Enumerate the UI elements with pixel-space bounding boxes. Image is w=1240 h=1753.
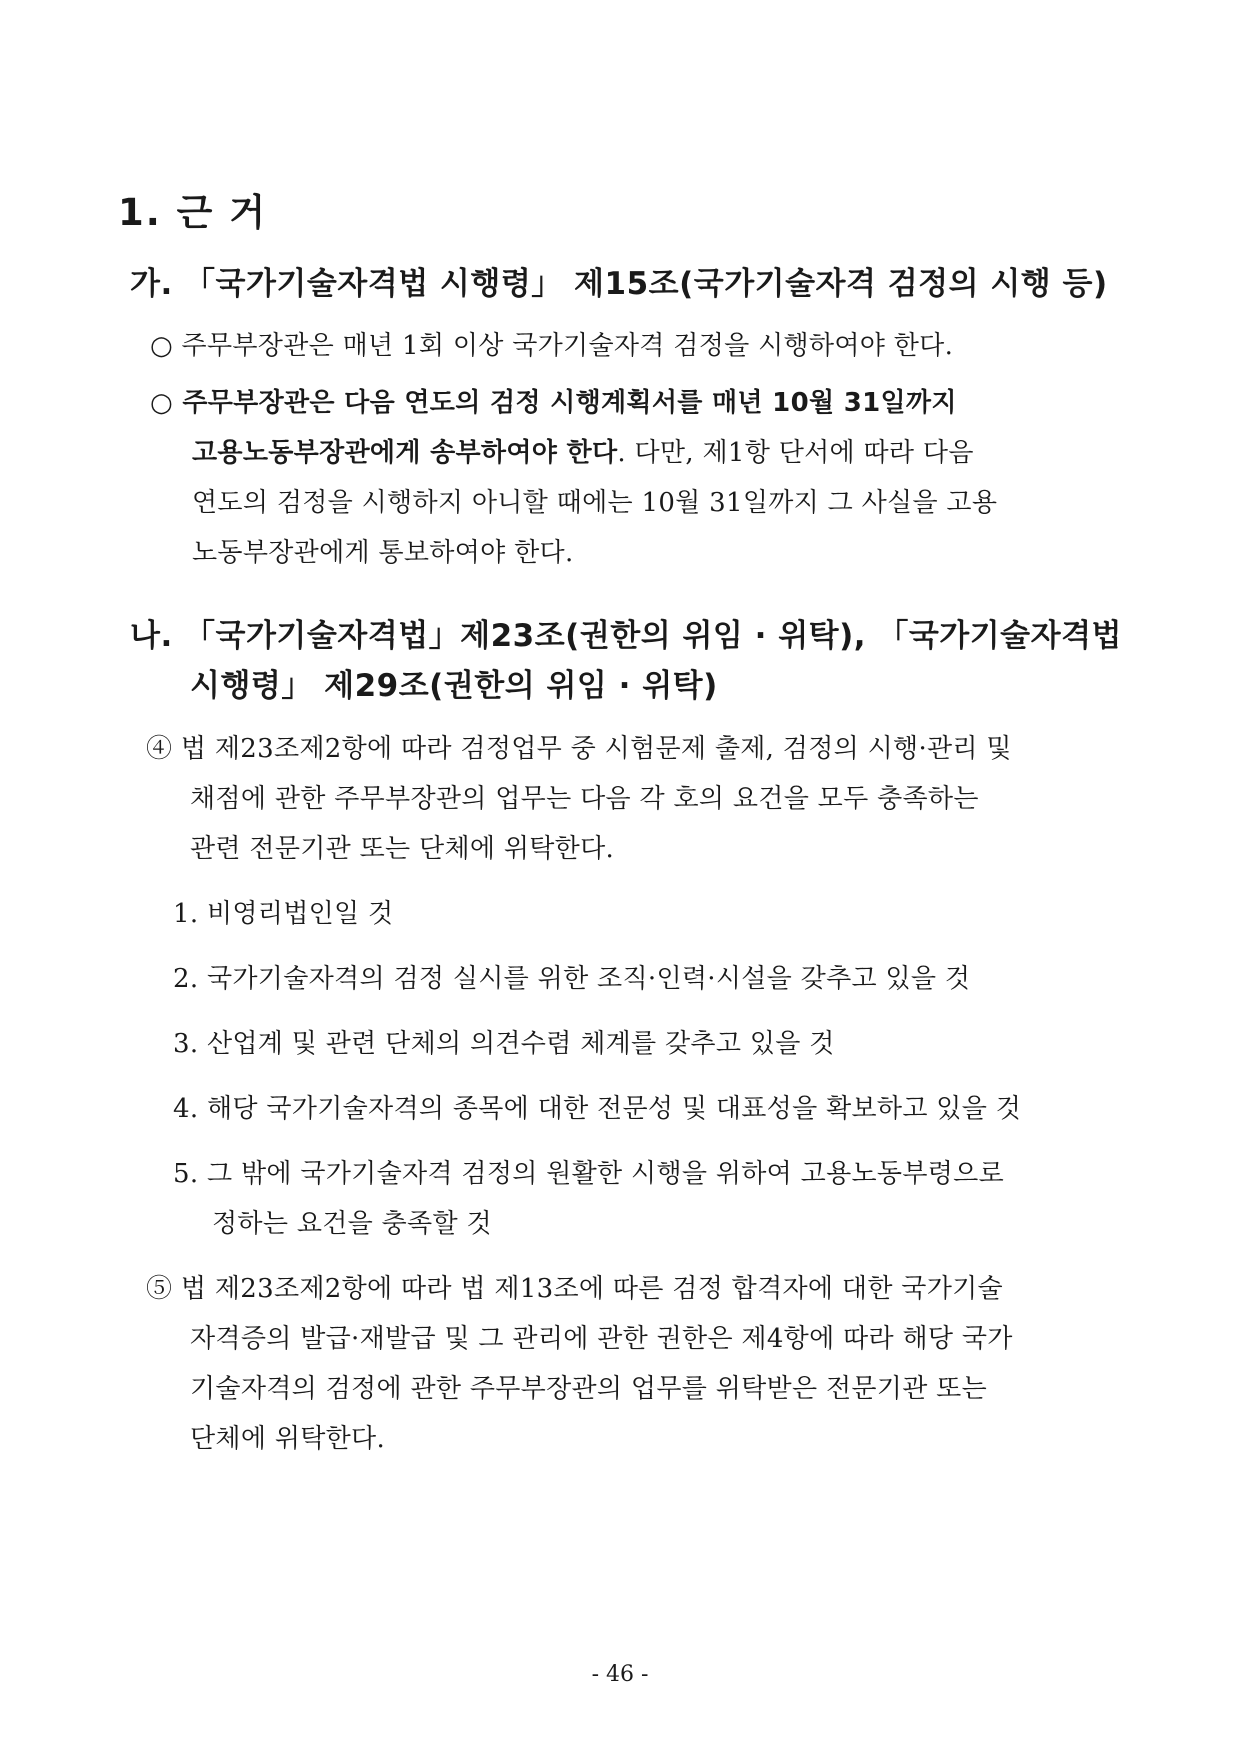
- para-4-line-1: ④ 법 제23조제2항에 따라 검정업무 중 시험문제 출제, 검정의 시행·관리 및: [146, 734, 1012, 764]
- ga-item-2-bold-text: 고용노동부장관에게 송부하여야 한다: [192, 438, 618, 468]
- ga-item-2-line-3: 연도의 검정을 시행하지 아니할 때에는 10월 31일까지 그 사실을 고용: [192, 488, 998, 518]
- ga-item-1: ○ 주무부장관은 매년 1회 이상 국가기술자격 검정을 시행하여야 한다.: [150, 331, 954, 361]
- list-item: 5. 그 밖에 국가기술자격 검정의 원활한 시행을 위하여 고용노동부령으로: [173, 1159, 1004, 1189]
- list-item-5-continuation: 정하는 요건을 충족할 것: [212, 1209, 492, 1239]
- para-5-line-4: 단체에 위탁한다.: [190, 1424, 386, 1454]
- para-4-line-3: 관련 전문기관 또는 단체에 위탁한다.: [190, 834, 615, 864]
- heading-na-line-2: 시행령」 제29조(권한의 위임 · 위탁): [190, 668, 718, 704]
- list-item: 3. 산업계 및 관련 단체의 의견수렴 체계를 갖추고 있을 것: [173, 1029, 835, 1059]
- para-4-line-2: 채점에 관한 주무부장관의 업무는 다음 각 호의 요건을 모두 충족하는: [190, 784, 979, 814]
- para-5-line-2: 자격증의 발급·재발급 및 그 관리에 관한 권한은 제4항에 따라 해당 국가: [190, 1324, 1013, 1354]
- section-title: 1. 근 거: [118, 191, 268, 234]
- page-number: - 46 -: [591, 1662, 649, 1687]
- heading-na-line-1: 나. 「국가기술자격법」제23조(권한의 위임 · 위탁), 「국가기술자격법: [130, 618, 1122, 654]
- ga-item-2-rest-text: . 다만, 제1항 단서에 따라 다음: [617, 438, 974, 468]
- ga-item-2-line-4: 노동부장관에게 통보하여야 한다.: [192, 538, 574, 568]
- ga-item-2-line-2: [192, 432, 974, 469]
- list-item: 2. 국가기술자격의 검정 실시를 위한 조직·인력·시설을 갖추고 있을 것: [173, 964, 971, 994]
- para-5-line-1: ⑤ 법 제23조제2항에 따라 법 제13조에 따른 검정 합격자에 대한 국가기술: [146, 1274, 1003, 1304]
- heading-ga: 가. 「국가기술자격법 시행령」 제15조(국가기술자격 검정의 시행 등): [130, 266, 1108, 302]
- list-item: 1. 비영리법인일 것: [173, 899, 394, 929]
- ga-item-2-line-1: ○ 주무부장관은 다음 연도의 검정 시행계획서를 매년 10월 31일까지: [150, 388, 957, 418]
- list-item: 4. 해당 국가기술자격의 종목에 대한 전문성 및 대표성을 확보하고 있을 것: [173, 1094, 1022, 1124]
- para-5-line-3: 기술자격의 검정에 관한 주무부장관의 업무를 위탁받은 전문기관 또는: [190, 1374, 988, 1404]
